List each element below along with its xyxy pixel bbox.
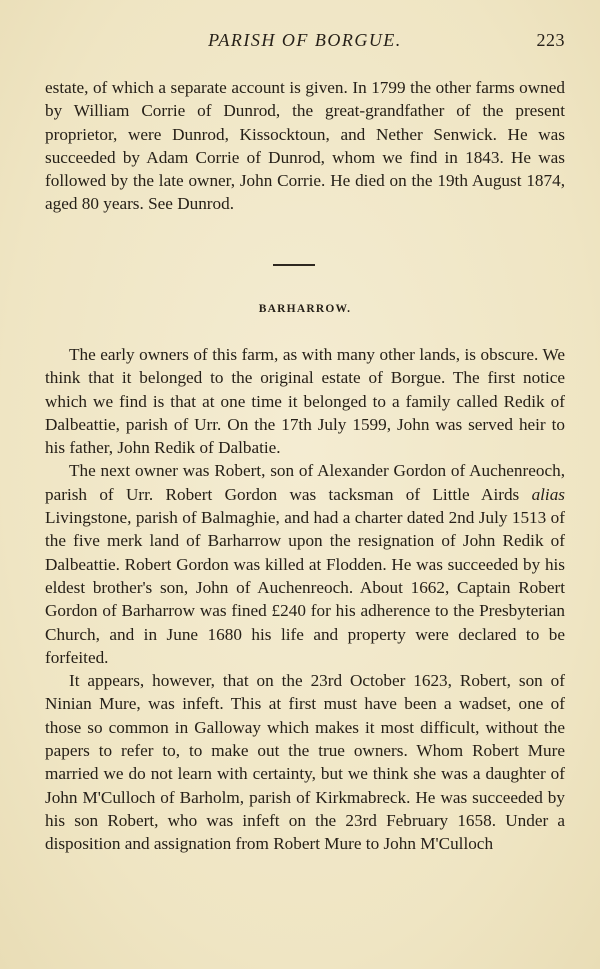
paragraph-text: The next owner was Robert, son of Alexander Gordon of Auchenreoch, parish of Urr. Robert Gordon was tacksman of Little Airds (45, 461, 565, 504)
section-heading: BARHARROW. (258, 303, 352, 315)
paragraph-text: Livingstone, parish of Balmaghie, and had a charter dated 2nd July 1513 of the five merk land of Barharrow upon the resignation of John Redik of Dalbeattie. Robert Gordon was killed at Flodden. He was succeeded by his eldest brother's son, John of Auchenreoch. About 1662, Captain Robert Gordon of Barharrow was fined £240 for his adherence to the Presbyterian Church, and in June 1680 his life and property were declared to be forfeited. (45, 508, 565, 667)
page-header (45, 30, 565, 54)
section-body (45, 343, 565, 856)
italic-term: alias (531, 484, 565, 504)
paragraph-next-owner (45, 459, 565, 669)
page-number: 223 (536, 30, 565, 50)
continuation-paragraph: estate, of which a separate account is given. In 1799 the other farms owned by William Corrie of Dunrod, the great-grandfather of the present proprietor, were Dunrod, Kissocktoun, and Nether Senwick. He was succeeded by Adam Corrie of Dunrod, whom we find in 1843. He was followed by the late owner, John Corrie. He died on the 19th August 1874, aged 80 years. See Dunrod. (45, 78, 565, 214)
paragraph-early-owners: The early owners of this farm, as with many other lands, is obscure. We think that it belonged to the original estate of Borgue. The first notice which we find is that at one time it belonged to a family called Redik of Dalbeattie, parish of Urr. On the 17th July 1599, John was served heir to his father, John Redik of Dalbatie. (45, 345, 565, 458)
paragraph-mure: It appears, however, that on the 23rd October 1623, Robert, son of Ninian Mure, was infeft. This at first must have been a wadset, one of those so common in Galloway which makes it most difficult, without the papers to refer to, to make out the true owners. Whom Robert Mure married we do not learn with certainty, but we think she was a daughter of John M'Culloch of Barholm, parish of Kirkmabreck. He was succeeded by his son Robert, who was infeft on the 23rd February 1658. Under a disposition and assignation from Robert Mure to John M'Culloch (45, 671, 565, 854)
continuation-text (45, 76, 565, 216)
running-title: PARISH OF BORGUE. (208, 30, 402, 50)
section-divider (273, 264, 315, 266)
